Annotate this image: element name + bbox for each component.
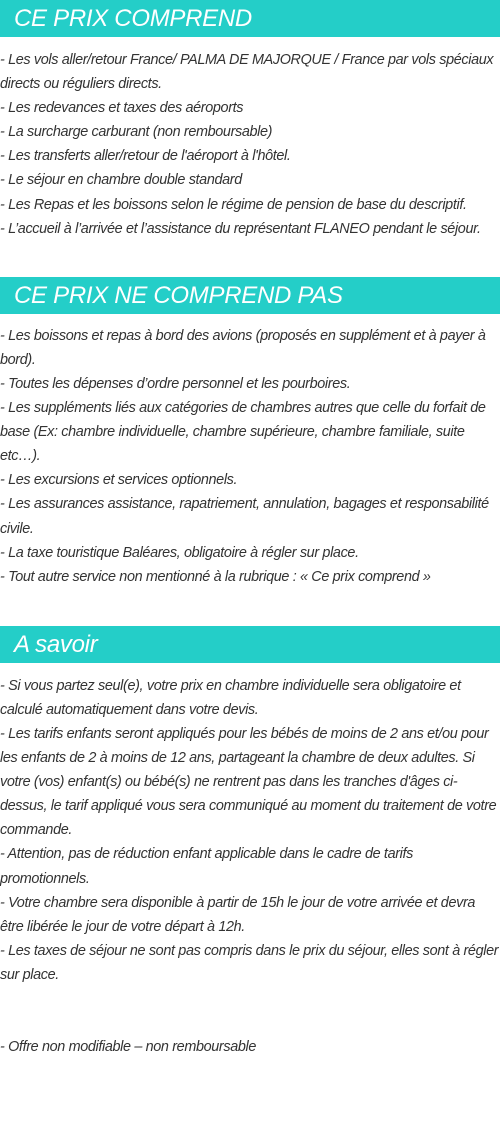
final-note: - Offre non modifiable – non remboursable bbox=[0, 1039, 257, 1055]
section-not-included bbox=[0, 277, 500, 589]
list-item: - Si vous partez seul(e), votre prix en chambre individuelle sera obligatoire et calculé automatiquement dans votre devis. bbox=[0, 677, 461, 718]
list-item: - La surcharge carburant (non remboursable) bbox=[0, 124, 273, 141]
list-item: - L’accueil à l’arrivée et l’assistance du représentant FLANEO pendant le séjour. bbox=[0, 220, 481, 237]
list-item: - La taxe touristique Baléares, obligatoire à régler sur place. bbox=[0, 544, 359, 561]
section-included bbox=[0, 0, 500, 241]
list-item: - Les assurances assistance, rapatriement, annulation, bagages et responsabilité civile. bbox=[0, 496, 489, 537]
good-to-know-list bbox=[0, 674, 500, 987]
not-included-list bbox=[0, 324, 500, 589]
section-title-not-included: CE PRIX NE COMPREND PAS bbox=[0, 277, 500, 314]
list-item: - Tout autre service non mentionné à la rubrique : « Ce prix comprend » bbox=[0, 568, 431, 585]
section-title-included: CE PRIX COMPREND bbox=[0, 0, 500, 37]
section-good-to-know bbox=[0, 626, 500, 987]
list-item: - Les vols aller/retour France/ PALMA DE MAJORQUE / France par vols spéciaux directs ou réguliers directs. bbox=[0, 52, 494, 93]
list-item: - Les boissons et repas à bord des avions (proposés en supplément et à payer à bord). bbox=[0, 327, 486, 368]
list-item: - Le séjour en chambre double standard bbox=[0, 172, 242, 189]
list-item: - Les excursions et services optionnels. bbox=[0, 472, 238, 489]
list-item: - Les tarifs enfants seront appliqués pour les bébés de moins de 2 ans et/ou pour les enfants de 2 à moins de 12 ans, partageant la chambre de deux adultes. Si votre (vos) enfant(s) ou bébé(s) ne rentrent pas dans les tranches d'âges ci-dessus, le tarif appliqué vous sera communiqué au moment du traitement de votre commande. bbox=[0, 725, 497, 839]
list-item: - Les taxes de séjour ne sont pas compris dans le prix du séjour, elles sont à régler sur place. bbox=[0, 942, 499, 983]
list-item: - Toutes les dépenses d’ordre personnel et les pourboires. bbox=[0, 375, 351, 392]
section-title-good-to-know: A savoir bbox=[0, 626, 500, 663]
list-item: - Les Repas et les boissons selon le régime de pension de base du descriptif. bbox=[0, 196, 467, 213]
list-item: - Les transferts aller/retour de l'aéroport à l'hôtel. bbox=[0, 148, 291, 165]
list-item: - Les redevances et taxes des aéroports bbox=[0, 100, 244, 117]
final-note-list bbox=[0, 1035, 500, 1059]
included-list bbox=[0, 48, 500, 241]
list-item: - Votre chambre sera disponible à partir de 15h le jour de votre arrivée et devra être libérée le jour de votre départ à 12h. bbox=[0, 894, 476, 935]
list-item: - Les suppléments liés aux catégories de chambres autres que celle du forfait de base (Ex: chambre individuelle, chambre supérieure, chambre familiale, suite etc…). bbox=[0, 400, 486, 465]
list-item: - Attention, pas de réduction enfant applicable dans le cadre de tarifs promotionnels. bbox=[0, 846, 414, 887]
